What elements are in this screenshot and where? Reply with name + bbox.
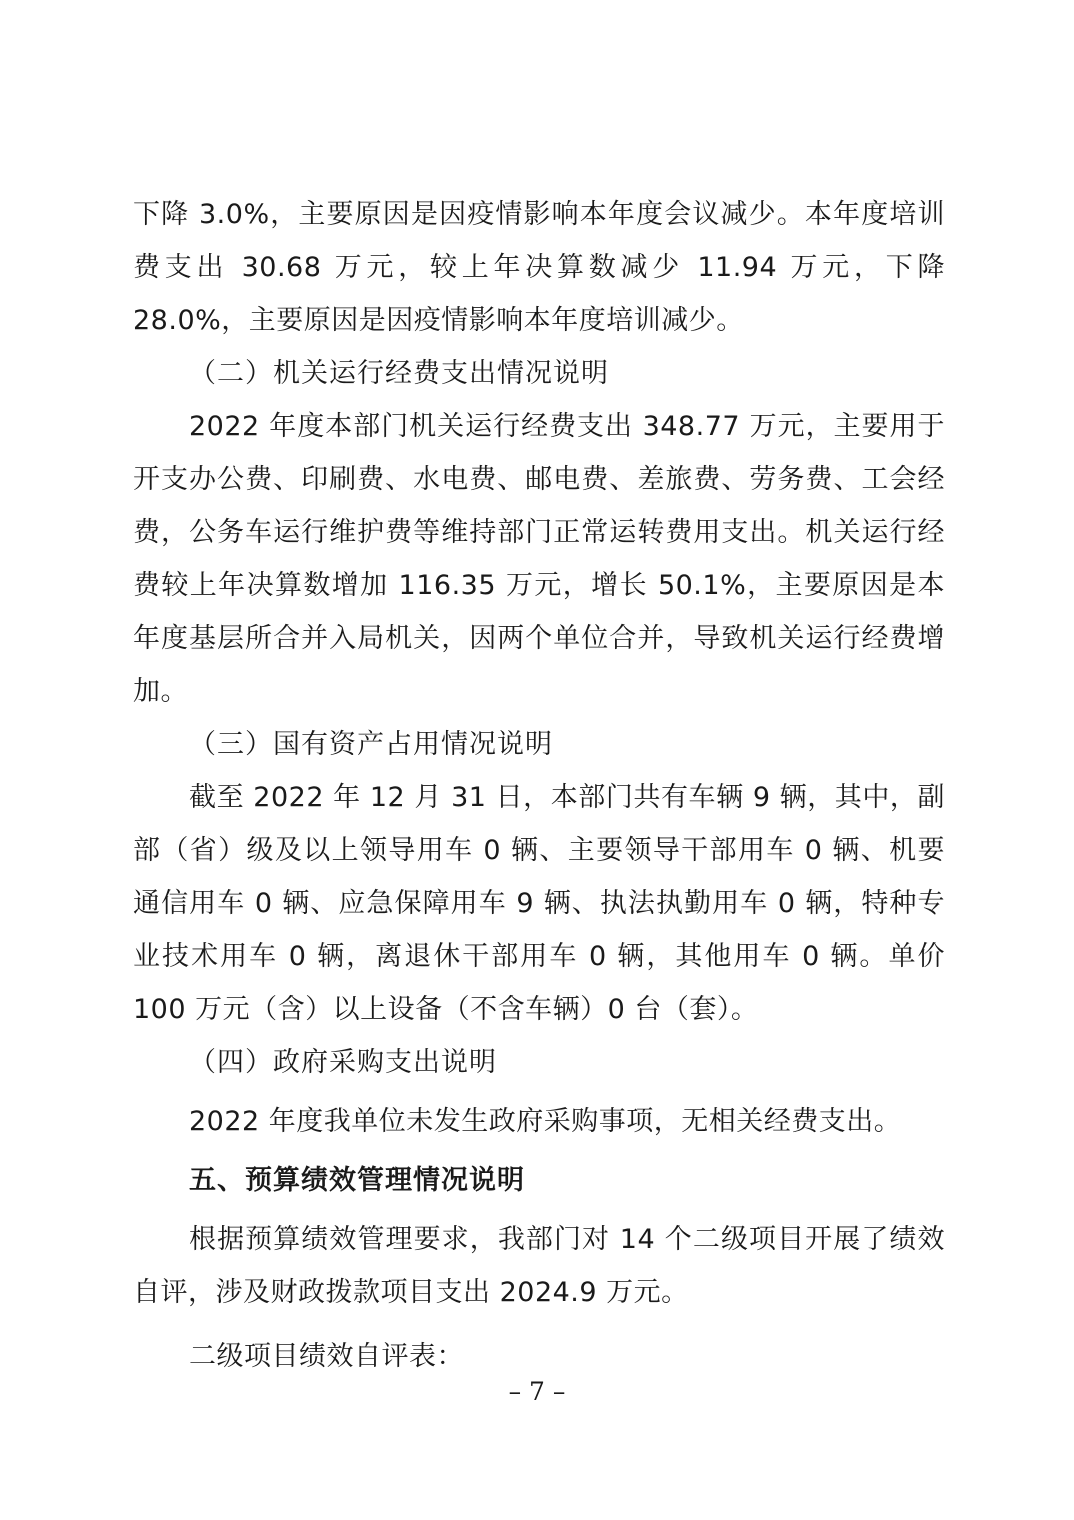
paragraph-training-expense: 下降 3.0%，主要原因是因疫情影响本年度会议减少。本年度培训费支出 30.68 万元，较上年决算数减少 11.94 万元，下降 28.0%，主要原因是因疫情影响本年度培训减少。 xyxy=(133,199,945,336)
paragraph-operating-expenses: 2022 年度本部门机关运行经费支出 348.77 万元，主要用于开支办公费、印刷费、水电费、邮电费、差旅费、劳务费、工会经费，公务车运行维护费等维持部门正常运转费用支出。机关运行经费较上年决算数增加 116.35 万元，增长 50.1%，主要原因是本年度基层所合并入局机关，因两个单位合并，导致机关运行经费增加。 xyxy=(133,411,945,707)
paragraph-self-evaluation-table-label: 二级项目绩效自评表： xyxy=(189,1341,464,1372)
section-heading-state-assets: （三）国有资产占用情况说明 xyxy=(189,729,553,760)
paragraph-performance-management: 根据预算绩效管理要求，我部门对 14 个二级项目开展了绩效自评，涉及财政拨款项目支出 2024.9 万元。 xyxy=(133,1224,945,1308)
paragraph-state-assets: 截至 2022 年 12 月 31 日，本部门共有车辆 9 辆，其中，副部（省）级及以上领导用车 0 辆、主要领导干部用车 0 辆、机要通信用车 0 辆、应急保障用车 9 辆、执法执勤用车 0 辆，特种专业技术用车 0 辆，离退休干部用车 0 辆，其他用车 0 辆。单价 100 万元（含）以上设备（不含车辆）0 台（套）。 xyxy=(133,782,945,1025)
page-number: – 7 – xyxy=(508,1377,566,1406)
section-heading-performance-management: 五、预算绩效管理情况说明 xyxy=(189,1165,525,1196)
section-heading-operating-expenses: （二）机关运行经费支出情况说明 xyxy=(189,358,609,389)
section-heading-government-procurement: （四）政府采购支出说明 xyxy=(189,1047,497,1078)
document-body xyxy=(133,188,945,1383)
spacer xyxy=(133,1319,945,1330)
paragraph-government-procurement: 2022 年度我单位未发生政府采购事项，无相关经费支出。 xyxy=(189,1106,902,1137)
